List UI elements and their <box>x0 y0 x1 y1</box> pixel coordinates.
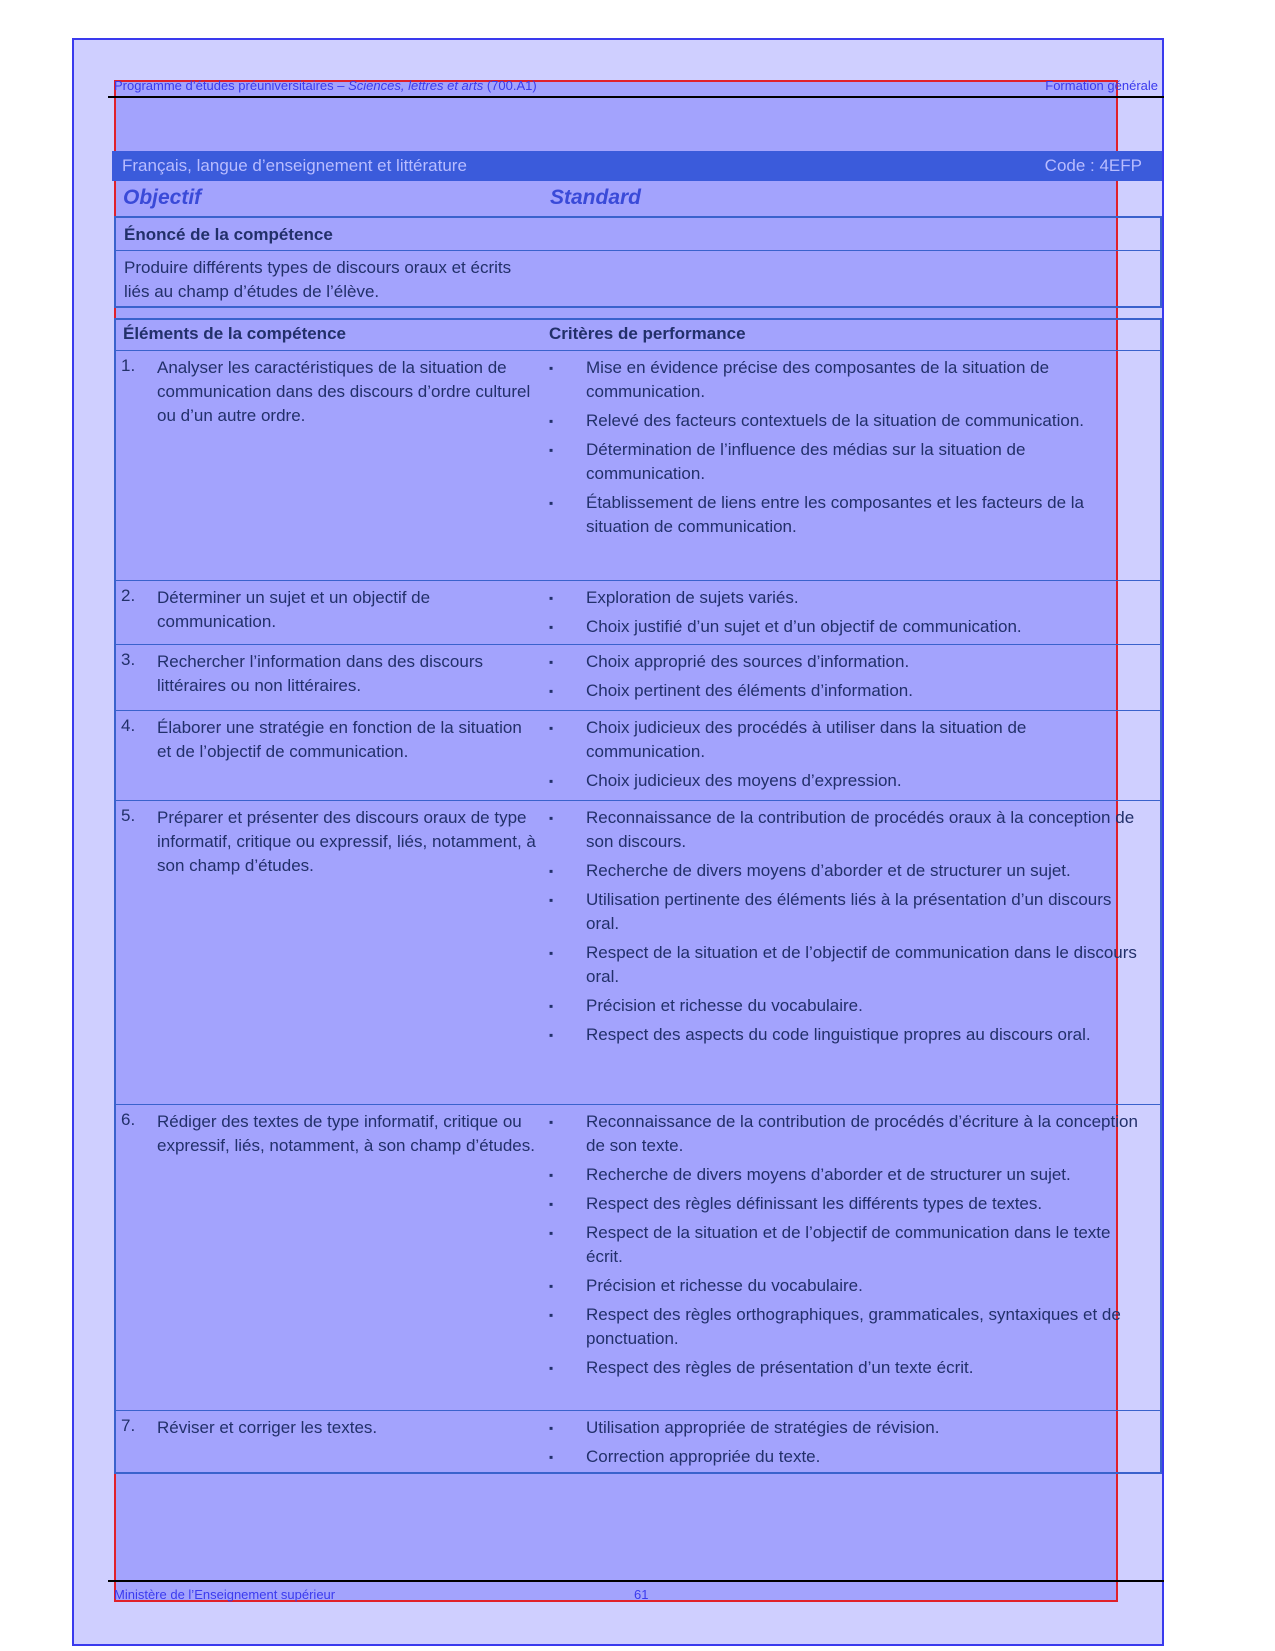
criterion-text: Respect de la situation et de l’objectif de communication dans le texte écrit. <box>586 1223 1111 1266</box>
criterion-text: Précision et richesse du vocabulaire. <box>586 1276 863 1295</box>
criterion-text: Détermination de l’influence des médias sur la situation de communication. <box>586 440 1026 483</box>
bullet-icon: ▪ <box>549 1168 554 1182</box>
criterion-text: Choix justifié d’un sujet et d’un objectif de communication. <box>586 617 1022 636</box>
row-divider <box>114 644 1162 645</box>
element-number: 2. <box>121 586 136 605</box>
criterion-item <box>549 1445 1149 1469</box>
criterion-text: Utilisation appropriée de stratégies de révision. <box>586 1418 940 1437</box>
element-text: Réviser et corriger les textes. <box>157 1418 378 1437</box>
header-rule <box>108 96 1164 98</box>
criterion-text: Correction appropriée du texte. <box>586 1447 821 1466</box>
bullet-icon: ▪ <box>549 443 554 457</box>
criterion-text: Respect des règles de présentation d’un texte écrit. <box>586 1358 974 1377</box>
bullet-icon: ▪ <box>549 414 554 428</box>
criterion-item <box>549 769 1149 793</box>
standard-heading: Standard <box>550 186 642 209</box>
criterion-item <box>549 650 1149 674</box>
criterion-item <box>549 1163 1149 1187</box>
bullet-icon: ▪ <box>549 496 554 510</box>
criterion-item <box>549 1221 1149 1269</box>
element-number: 4. <box>121 716 136 735</box>
element-text: Préparer et présenter des discours oraux de type informatif, critique ou expressif, liés, notamment, à son champ d’études. <box>157 808 536 875</box>
program-title: Programme d’études préuniversitaires – Sciences, lettres et arts (700.A1) <box>114 78 537 93</box>
criterion-item <box>549 491 1149 539</box>
bullet-icon: ▪ <box>549 684 554 698</box>
criterion-text: Précision et richesse du vocabulaire. <box>586 996 863 1015</box>
formation-label: Formation générale <box>1045 78 1158 93</box>
bullet-icon: ▪ <box>549 1279 554 1293</box>
bullet-icon: ▪ <box>549 620 554 634</box>
criterion-item <box>549 888 1149 936</box>
element-number: 7. <box>121 1416 136 1435</box>
criterion-item <box>549 1023 1149 1047</box>
objectif-heading: Objectif <box>123 186 202 209</box>
criterion-item <box>549 1274 1149 1298</box>
enonce-text: Produire différents types de discours oraux et écrits liés au champ d’études de l’élève. <box>124 258 512 301</box>
row-divider <box>114 580 1162 581</box>
row-divider <box>114 710 1162 711</box>
bullet-icon: ▪ <box>549 774 554 788</box>
row-divider <box>114 350 1162 351</box>
criterion-item <box>549 679 1149 703</box>
criteria-list <box>549 716 1149 798</box>
criterion-text: Exploration de sujets variés. <box>586 588 799 607</box>
running-header <box>114 78 1158 94</box>
criteria-list <box>549 586 1149 644</box>
criterion-text: Recherche de divers moyens d’aborder et de structurer un sujet. <box>586 1165 1071 1184</box>
criterion-item <box>549 1303 1149 1351</box>
criterion-text: Reconnaissance de la contribution de procédés oraux à la conception de son discours. <box>586 808 1135 851</box>
enonce-box <box>114 216 1162 308</box>
element-text: Déterminer un sujet et un objectif de communication. <box>157 588 431 631</box>
criterion-text: Choix judicieux des procédés à utiliser dans la situation de communication. <box>586 718 1027 761</box>
bullet-icon: ▪ <box>549 893 554 907</box>
criterion-item <box>549 409 1149 433</box>
bullet-icon: ▪ <box>549 999 554 1013</box>
page-number: 61 <box>634 1587 649 1602</box>
element-number: 5. <box>121 806 136 825</box>
criterion-item <box>549 438 1149 486</box>
element-text: Analyser les caractéristiques de la situation de communication dans des discours d’ordre culturel ou d’un autre ordre. <box>157 358 531 425</box>
enonce-heading: Énoncé de la compétence <box>124 225 333 244</box>
bullet-icon: ▪ <box>549 1226 554 1240</box>
footer-ministry: Ministère de l’Enseignement supérieur <box>114 1587 336 1602</box>
criterion-item <box>549 1416 1149 1440</box>
criterion-item <box>549 941 1149 989</box>
course-title: Français, langue d’enseignement et littérature <box>122 156 467 175</box>
criterion-text: Respect des règles définissant les différents types de textes. <box>586 1194 1043 1213</box>
competency-code: Code : 4EFP <box>1044 156 1142 175</box>
criterion-item <box>549 859 1149 883</box>
element-number: 3. <box>121 650 136 669</box>
criterion-text: Respect des aspects du code linguistique propres au discours oral. <box>586 1025 1091 1044</box>
criteria-list <box>549 650 1149 708</box>
bullet-icon: ▪ <box>549 591 554 605</box>
competency-title-bar <box>112 151 1162 181</box>
criteria-list <box>549 1416 1149 1474</box>
criterion-item <box>549 806 1149 854</box>
elements-heading: Éléments de la compétence <box>123 324 346 343</box>
bullet-icon: ▪ <box>549 1197 554 1211</box>
row-divider <box>114 1104 1162 1105</box>
bullet-icon: ▪ <box>549 1115 554 1129</box>
criterion-text: Reconnaissance de la contribution de procédés d’écriture à la conception de son texte. <box>586 1112 1138 1155</box>
criterion-item <box>549 716 1149 764</box>
bullet-icon: ▪ <box>549 1450 554 1464</box>
criterion-text: Respect des règles orthographiques, grammaticales, syntaxiques et de ponctuation. <box>586 1305 1121 1348</box>
criterion-text: Choix judicieux des moyens d’expression. <box>586 771 902 790</box>
criterion-item <box>549 586 1149 610</box>
enonce-divider <box>116 250 1160 251</box>
bullet-icon: ▪ <box>549 946 554 960</box>
criterion-text: Relevé des facteurs contextuels de la situation de communication. <box>586 411 1084 430</box>
element-text: Rechercher l’information dans des discours littéraires ou non littéraires. <box>157 652 483 695</box>
criterion-item <box>549 1110 1149 1158</box>
row-divider <box>114 1410 1162 1411</box>
element-text: Élaborer une stratégie en fonction de la situation et de l’objectif de communication. <box>157 718 522 761</box>
bullet-icon: ▪ <box>549 811 554 825</box>
criteria-list <box>549 356 1149 544</box>
row-divider <box>114 800 1162 801</box>
bullet-icon: ▪ <box>549 1361 554 1375</box>
element-number: 6. <box>121 1110 136 1129</box>
criterion-text: Utilisation pertinente des éléments liés à la présentation d’un discours oral. <box>586 890 1112 933</box>
criterion-text: Établissement de liens entre les composantes et les facteurs de la situation de communication. <box>586 493 1084 536</box>
criterion-text: Recherche de divers moyens d’aborder et de structurer un sujet. <box>586 861 1071 880</box>
criteres-heading: Critères de performance <box>549 324 746 343</box>
element-text: Rédiger des textes de type informatif, critique ou expressif, liés, notamment, à son champ d’études. <box>157 1112 535 1155</box>
bullet-icon: ▪ <box>549 1028 554 1042</box>
criterion-text: Choix approprié des sources d’information. <box>586 652 910 671</box>
bullet-icon: ▪ <box>549 1308 554 1322</box>
criterion-item <box>549 1356 1149 1380</box>
criterion-text: Mise en évidence précise des composantes de la situation de communication. <box>586 358 1050 401</box>
criterion-item <box>549 356 1149 404</box>
criterion-text: Respect de la situation et de l’objectif de communication dans le discours oral. <box>586 943 1137 986</box>
bullet-icon: ▪ <box>549 864 554 878</box>
criterion-item <box>549 994 1149 1018</box>
bullet-icon: ▪ <box>549 655 554 669</box>
bullet-icon: ▪ <box>549 721 554 735</box>
criterion-text: Choix pertinent des éléments d’information. <box>586 681 913 700</box>
criterion-item <box>549 615 1149 639</box>
criterion-item <box>549 1192 1149 1216</box>
footer-rule <box>108 1580 1164 1582</box>
criteria-list <box>549 806 1149 1052</box>
criteria-list <box>549 1110 1149 1385</box>
element-number: 1. <box>121 356 136 375</box>
bullet-icon: ▪ <box>549 1421 554 1435</box>
bullet-icon: ▪ <box>549 361 554 375</box>
